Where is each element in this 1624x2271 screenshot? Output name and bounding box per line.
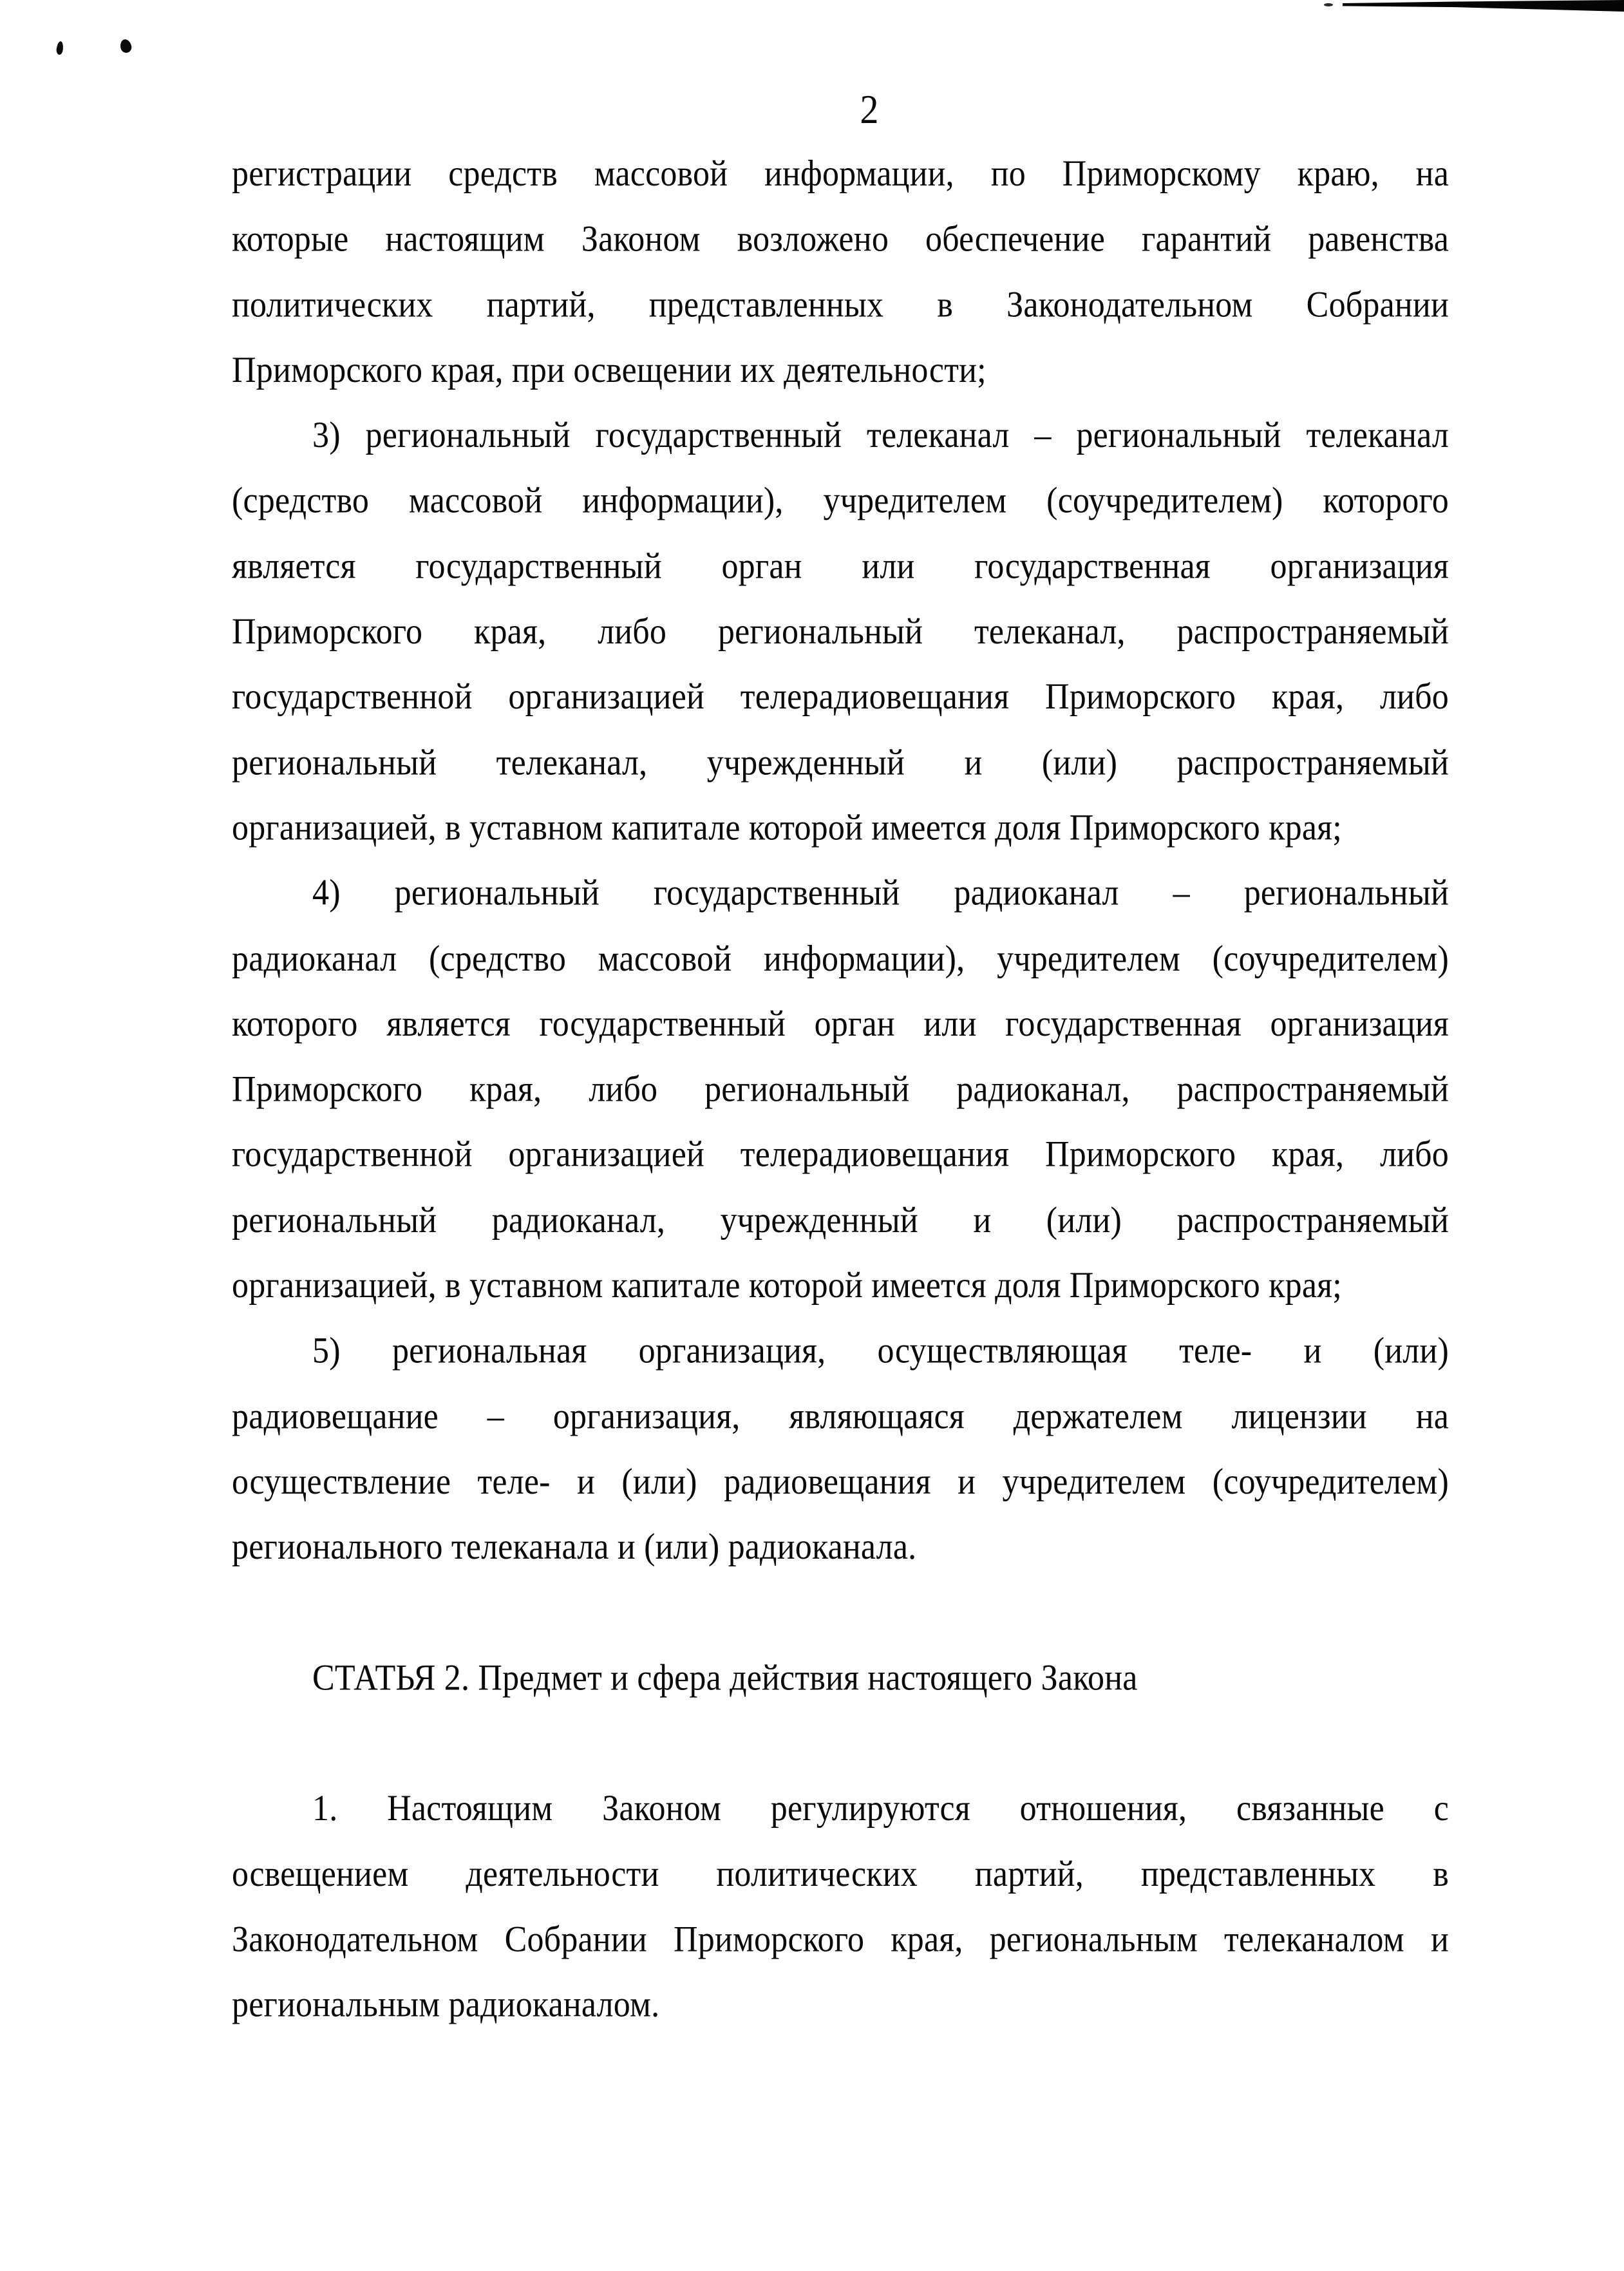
para-article2-item-1-line-3: Законодательном Собрании Приморского края, региональным телеканалом и	[232, 1919, 1449, 1960]
scan-speck-icon	[119, 39, 132, 53]
para-item-3-line-5: государственной организацией телерадиовещания Приморского края, либо	[232, 676, 1449, 717]
para-item-4-line-5: государственной организацией телерадиовещания Приморского края, либо	[232, 1134, 1449, 1175]
para-article2-item-1-line-1: 1. Настоящим Законом регулируются отношения, связанные с	[312, 1788, 1449, 1829]
para-item-5-line-2: радиовещание – организация, являющаяся держателем лицензии на	[232, 1396, 1449, 1437]
para-item-5-line-4: регионального телеканала и (или) радиоканала.	[232, 1526, 917, 1568]
para-item-3-line-7: организацией, в уставном капитале которой имеется доля Приморского края;	[232, 807, 1342, 848]
scan-speck-icon	[56, 41, 64, 55]
para-item-3-line-4: Приморского края, либо региональный телеканал, распространяемый	[232, 611, 1449, 652]
para-item-3-line-1: 3) региональный государственный телеканал – региональный телеканал	[312, 415, 1449, 456]
para-item-3-line-2: (средство массовой информации), учредителем (соучредителем) которого	[232, 480, 1449, 522]
para-intro-continuation-line-4: Приморского края, при освещении их деятельности;	[232, 350, 987, 390]
blank-before-heading	[232, 1581, 1449, 1646]
para-item-3-line-3: является государственный орган или государственная организация	[232, 546, 1449, 587]
scan-streak-dot-artifact	[1324, 3, 1333, 6]
para-item-4-line-6: региональный радиоканал, учрежденный и (или) распространяемый	[232, 1200, 1449, 1240]
para-item-5-line-3: осуществление теле- и (или) радиовещания и учредителем (соучредителем)	[232, 1461, 1449, 1502]
para-intro-continuation-line-3: политических партий, представленных в Законодательном Собрании	[232, 284, 1449, 325]
para-item-4-line-2: радиоканал (средство массовой информации), учредителем (соучредителем)	[232, 938, 1449, 979]
para-item-3-line-6: региональный телеканал, учрежденный и (или) распространяемый	[232, 742, 1449, 783]
scan-streak-artifact	[1343, 0, 1624, 12]
blank-after-heading	[232, 1711, 1449, 1777]
page-number: 2	[860, 86, 879, 133]
para-item-4-line-4: Приморского края, либо региональный радиоканал, распространяемый	[232, 1069, 1449, 1110]
para-intro-continuation-line-1: регистрации средств массовой информации, по Приморскому краю, на	[232, 153, 1449, 195]
para-item-5-line-1: 5) региональная организация, осуществляющая теле- и (или)	[312, 1331, 1449, 1371]
para-item-4-line-1: 4) региональный государственный радиоканал – региональный	[312, 873, 1449, 914]
para-item-4-line-3: которого является государственный орган или государственная организация	[232, 1003, 1449, 1045]
article-heading-line: СТАТЬЯ 2. Предмет и сфера действия настоящего Закона	[312, 1657, 1138, 1698]
document-body-text	[232, 142, 1449, 2038]
para-article2-item-1-line-4: региональным радиоканалом.	[232, 1984, 660, 2026]
para-item-4-line-7: организацией, в уставном капитале которой имеется доля Приморского края;	[232, 1265, 1342, 1306]
para-intro-continuation-line-2: которые настоящим Законом возложено обеспечение гарантий равенства	[232, 219, 1449, 260]
para-article2-item-1-line-2: освещением деятельности политических партий, представленных в	[232, 1854, 1449, 1895]
